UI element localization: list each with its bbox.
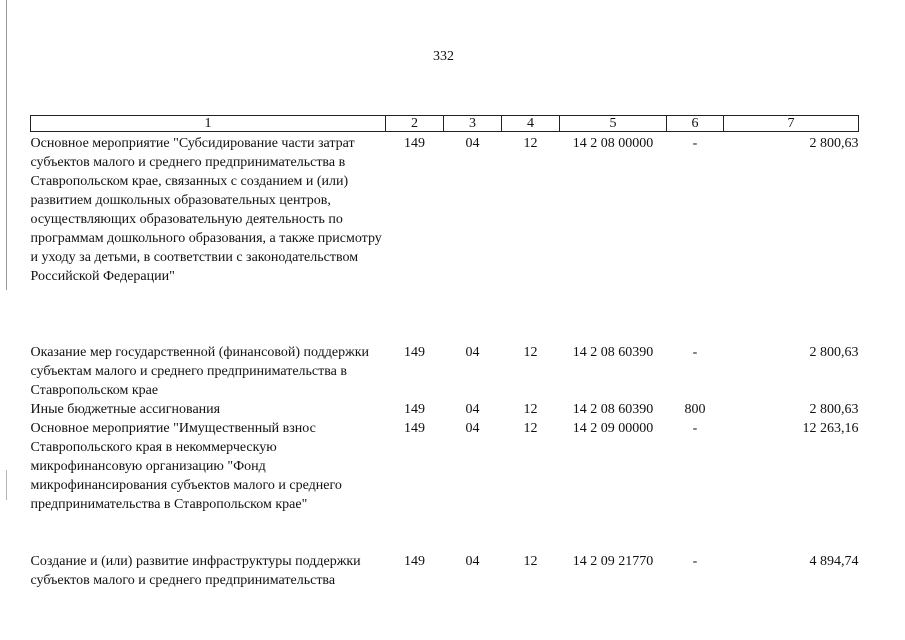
column-header-4: 4 xyxy=(502,116,560,132)
row-ministry-code: 149 xyxy=(404,554,425,569)
row-target-code: 14 2 09 21770 xyxy=(572,554,654,569)
row-name: Основное мероприятие "Субсидирование части затрат субъектов малого и среднего предпринимательства в Ставропольском крае, связанных с созданием и (или) развитием дошкольных образовательных центров, осуществляющих образовательную деятельность по программам дошкольного образования, а также присмотру и уходу за детьми, в соответствии с законодательством Российской Федерации" xyxy=(30,136,382,284)
row-name: Оказание мер государственной (финансовой) поддержки субъектам малого и среднего предпринимательства в Ставропольском крае xyxy=(30,345,370,398)
page-number-text: 332 xyxy=(433,49,454,64)
row-section-code: 04 xyxy=(465,554,480,569)
row-expense-type: - xyxy=(692,136,698,151)
row-section-code: 04 xyxy=(465,421,480,436)
row-ministry-code: 149 xyxy=(404,421,425,436)
row-amount: 2 800,63 xyxy=(809,402,859,417)
row-ministry-code: 149 xyxy=(404,345,425,360)
row-ministry-code: 149 xyxy=(404,402,425,417)
row-amount: 2 800,63 xyxy=(809,345,859,360)
scan-margin-mark xyxy=(6,470,7,500)
row-target-code: 14 2 08 60390 xyxy=(572,345,654,360)
column-header-5: 5 xyxy=(560,116,667,132)
row-amount: 2 800,63 xyxy=(809,136,859,151)
row-expense-type: - xyxy=(692,345,698,360)
column-header-6: 6 xyxy=(667,116,724,132)
row-subsection-code: 12 xyxy=(523,421,538,436)
column-header-2: 2 xyxy=(386,116,444,132)
row-amount: 12 263,16 xyxy=(802,421,859,436)
row-expense-type: 800 xyxy=(684,402,706,417)
row-section-code: 04 xyxy=(465,345,480,360)
row-expense-type: - xyxy=(692,554,698,569)
row-section-code: 04 xyxy=(465,136,480,151)
table-row xyxy=(31,419,859,514)
row-subsection-code: 12 xyxy=(523,345,538,360)
column-header-7: 7 xyxy=(724,116,859,132)
column-header-3: 3 xyxy=(444,116,502,132)
row-ministry-code: 149 xyxy=(404,136,425,151)
row-target-code: 14 2 08 60390 xyxy=(572,402,654,417)
row-amount: 4 894,74 xyxy=(809,554,859,569)
row-target-code: 14 2 09 00000 xyxy=(572,421,654,436)
row-name: Иные бюджетные ассигнования xyxy=(30,402,221,417)
column-header-1: 1 xyxy=(31,116,386,132)
row-spacer xyxy=(31,514,859,552)
row-spacer xyxy=(31,286,859,343)
row-section-code: 04 xyxy=(465,402,480,417)
row-subsection-code: 12 xyxy=(523,554,538,569)
table-row xyxy=(31,132,859,287)
table-row xyxy=(31,552,859,590)
row-subsection-code: 12 xyxy=(523,136,538,151)
table-row xyxy=(31,400,859,419)
row-target-code: 14 2 08 00000 xyxy=(572,136,654,151)
header-row xyxy=(31,116,859,132)
table-row xyxy=(31,343,859,400)
budget-table xyxy=(30,115,859,590)
row-expense-type: - xyxy=(692,421,698,436)
row-name: Создание и (или) развитие инфраструктуры поддержки субъектов малого и среднего предпринимательства xyxy=(30,554,361,588)
row-subsection-code: 12 xyxy=(523,402,538,417)
row-name: Основное мероприятие "Имущественный взнос Ставропольского края в некоммерческую микрофинансовую организацию "Фонд микрофинансирования субъектов малого и среднего предпринимательства в Ставропольском крае" xyxy=(30,421,342,512)
scan-margin-line xyxy=(6,0,7,290)
